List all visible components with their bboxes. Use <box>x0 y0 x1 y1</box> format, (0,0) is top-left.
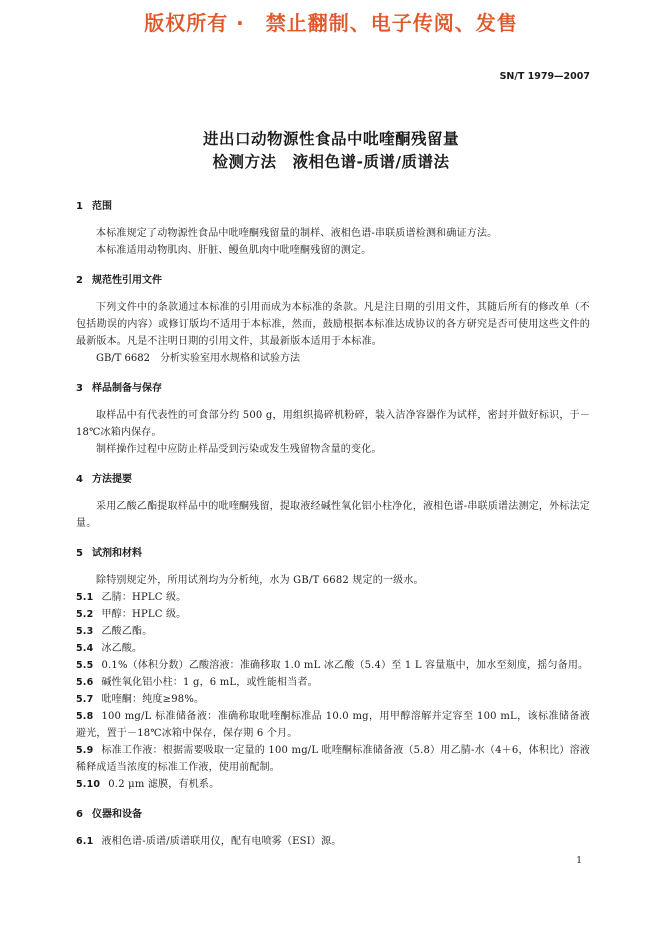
paragraph: 取样品中有代表性的可食部分约 500 g，用组织捣碎机粉碎，装入洁净容器作为试样，密封并做好标识，于－18℃冰箱内保存。 <box>76 410 590 438</box>
title-line-1: 进出口动物源性食品中吡喹酮残留量 <box>202 130 459 148</box>
page-number: 1 <box>576 856 582 866</box>
section-title: 方法提要 <box>92 474 132 485</box>
paragraph: 采用乙酸乙酯提取样品中的吡喹酮残留，提取液经碱性氧化铝小柱净化，液相色谱-串联质谱法测定，外标法定量。 <box>76 501 590 529</box>
list-item: 5.8 100 mg/L 标准储备液：准确称取吡喹酮标准品 10.0 mg，用甲醇溶解并定容至 100 mL，该标准储备液避光，置于－18℃冰箱中保存，保存期 6 个月。 <box>76 711 590 739</box>
list-item: 5.3 乙酸乙酯。 <box>76 626 153 637</box>
list-item: 5.6 碱性氧化铝小柱：1 g，6 mL，或性能相当者。 <box>76 677 318 688</box>
section-title: 规范性引用文件 <box>92 275 162 286</box>
section-number: 1 <box>76 201 83 212</box>
title-line-2: 检测方法 液相色谱-质谱/质谱法 <box>212 153 450 171</box>
document-body <box>76 198 590 850</box>
list-item: 5.10 0.2 μm 滤膜，有机系。 <box>76 779 220 790</box>
section-heading-3 <box>76 380 590 397</box>
section-heading-1 <box>76 198 590 215</box>
section-heading-6 <box>76 806 590 823</box>
section-number: 5 <box>76 548 83 559</box>
section-title: 仪器和设备 <box>92 809 142 820</box>
normative-reference: GB/T 6682 分析实验室用水规格和试验方法 <box>96 353 301 364</box>
paragraph: 除特别规定外，所用试剂均为分析纯，水为 GB/T 6682 规定的一级水。 <box>96 575 424 586</box>
section-title: 样品制备与保存 <box>92 383 162 394</box>
paragraph: 下列文件中的条款通过本标准的引用而成为本标准的条款。凡是注日期的引用文件，其随后所有的修改单（不包括勘误的内容）或修订版均不适用于本标准，然而，鼓励根据本标准达成协议的各方研究是否可使用这些文件的最新版本。凡是不注明日期的引用文件，其最新版本适用于本标准。 <box>76 302 590 347</box>
list-item: 5.2 甲醇：HPLC 级。 <box>76 609 187 620</box>
list-item: 5.5 0.1%（体积分数）乙酸溶液：准确移取 1.0 mL 冰乙酸（5.4）至 1 L 容量瓶中，加水至刻度，摇匀备用。 <box>76 660 589 671</box>
paragraph: 制样操作过程中应防止样品受到污染或发生残留物含量的变化。 <box>96 444 382 455</box>
standard-code: SN/T 1979—2007 <box>499 71 590 82</box>
section-number: 3 <box>76 383 83 394</box>
list-item: 6.1 液相色谱-质谱/质谱联用仪，配有电喷雾（ESI）源。 <box>76 836 342 847</box>
section-heading-2 <box>76 272 590 289</box>
section-number: 2 <box>76 275 83 286</box>
section-heading-5 <box>76 545 590 562</box>
paragraph: 本标准适用动物肌肉、肝脏、鳗鱼肌肉中吡喹酮残留的测定。 <box>96 245 372 256</box>
section-title: 试剂和材料 <box>92 548 142 559</box>
list-item: 5.9 标准工作液：根据需要吸取一定量的 100 mg/L 吡喹酮标准储备液（5.8）用乙腈-水（4＋6，体积比）溶液稀释成适当浓度的标准工作液，使用前配制。 <box>76 745 590 773</box>
paragraph: 本标准规定了动物源性食品中吡喹酮残留量的制样、液相色谱-串联质谱检测和确证方法。 <box>96 228 498 239</box>
section-number: 6 <box>76 809 83 820</box>
section-title: 范围 <box>92 201 112 212</box>
list-item: 5.7 吡喹酮：纯度≥98%。 <box>76 694 205 705</box>
section-number: 4 <box>76 474 83 485</box>
list-item: 5.4 冰乙酸。 <box>76 643 143 654</box>
section-heading-4 <box>76 471 590 488</box>
list-item: 5.1 乙腈：HPLC 级。 <box>76 592 187 603</box>
watermark: 版权所有 · 禁止翻制、电子传阅、发售 <box>144 11 518 35</box>
